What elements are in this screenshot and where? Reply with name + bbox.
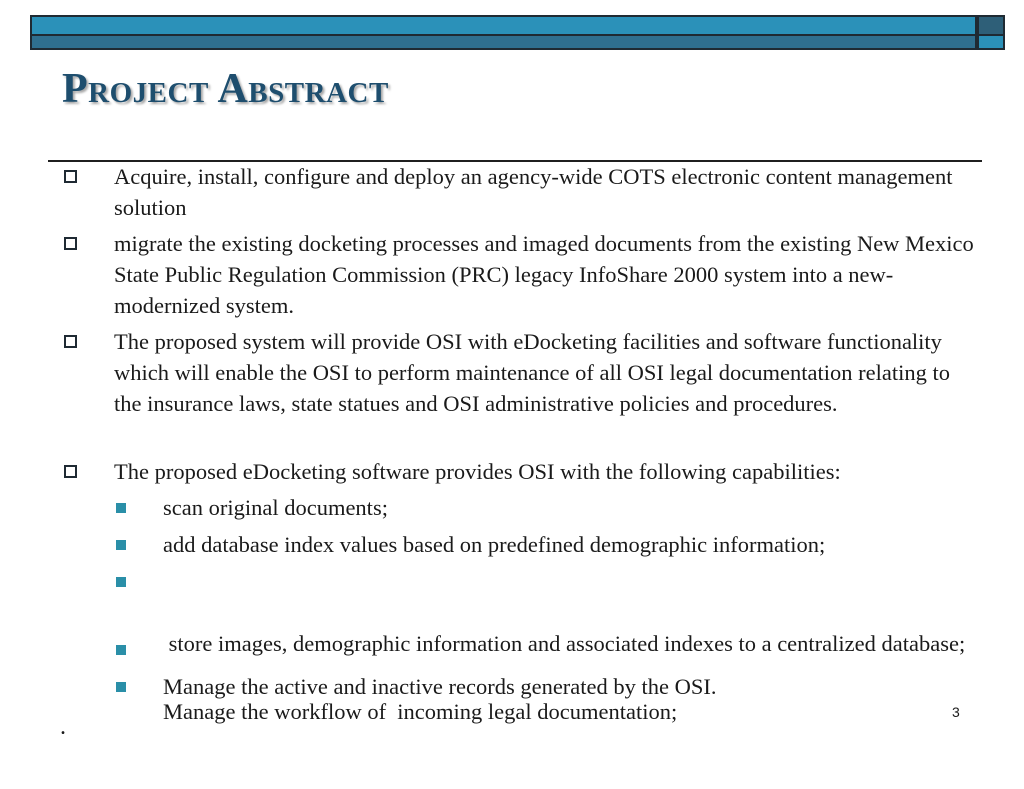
header-corner-block [977, 15, 1005, 50]
sub-bullet-item [163, 492, 973, 523]
header-corner-stripe [979, 34, 1003, 48]
solid-square-bullet-icon [116, 540, 126, 550]
sub-bullet-text: scan original documents; [163, 495, 388, 520]
trailing-period: . [60, 714, 66, 740]
bullet-item [114, 326, 974, 419]
hollow-square-bullet-icon [64, 170, 77, 183]
solid-square-bullet-icon [116, 645, 126, 655]
bullet-text: migrate the existing docketing processes and imaged documents from the existing New Mexico State Public Regulation Commission (PRC) legacy InfoShare 2000 system into a new-modernized system. [114, 231, 974, 318]
sub-bullet-text: store images, demographic information and associated indexes to a centralized database; [163, 631, 966, 656]
bullet-item [114, 456, 974, 487]
bullet-text: The proposed eDocketing software provides OSI with the following capabilities: [114, 459, 841, 484]
sub-bullet-item [163, 634, 973, 789]
slide-title: Project Abstract [62, 66, 389, 112]
header-bar [30, 15, 977, 50]
bullet-text: The proposed system will provide OSI with eDocketing facilities and software functionality which will enable the OSI to perform maintenance of all OSI legal documentation relating to the insurance laws, state statues and OSI administrative policies and procedures. [114, 329, 950, 416]
bullet-text: Acquire, install, configure and deploy an agency-wide COTS electronic content management solution [114, 164, 953, 220]
sub-bullet-item [163, 671, 973, 702]
hollow-square-bullet-icon [64, 335, 77, 348]
sub-bullet-text: Manage the active and inactive records generated by the OSI. [163, 674, 717, 699]
sub-bullet-text: add database index values based on predefined demographic information; [163, 532, 826, 557]
header-bar-stripe [32, 34, 975, 48]
sub-bullet-text: Manage the workflow of incoming legal documentation; [163, 699, 678, 724]
solid-square-bullet-icon [116, 682, 126, 692]
solid-square-bullet-icon [116, 503, 126, 513]
solid-square-bullet-icon [116, 577, 126, 587]
bullet-item [114, 161, 974, 223]
sub-bullet-item [163, 529, 973, 560]
hollow-square-bullet-icon [64, 237, 77, 250]
bullet-item [114, 228, 974, 321]
page-number: 3 [952, 704, 960, 720]
hollow-square-bullet-icon [64, 465, 77, 478]
